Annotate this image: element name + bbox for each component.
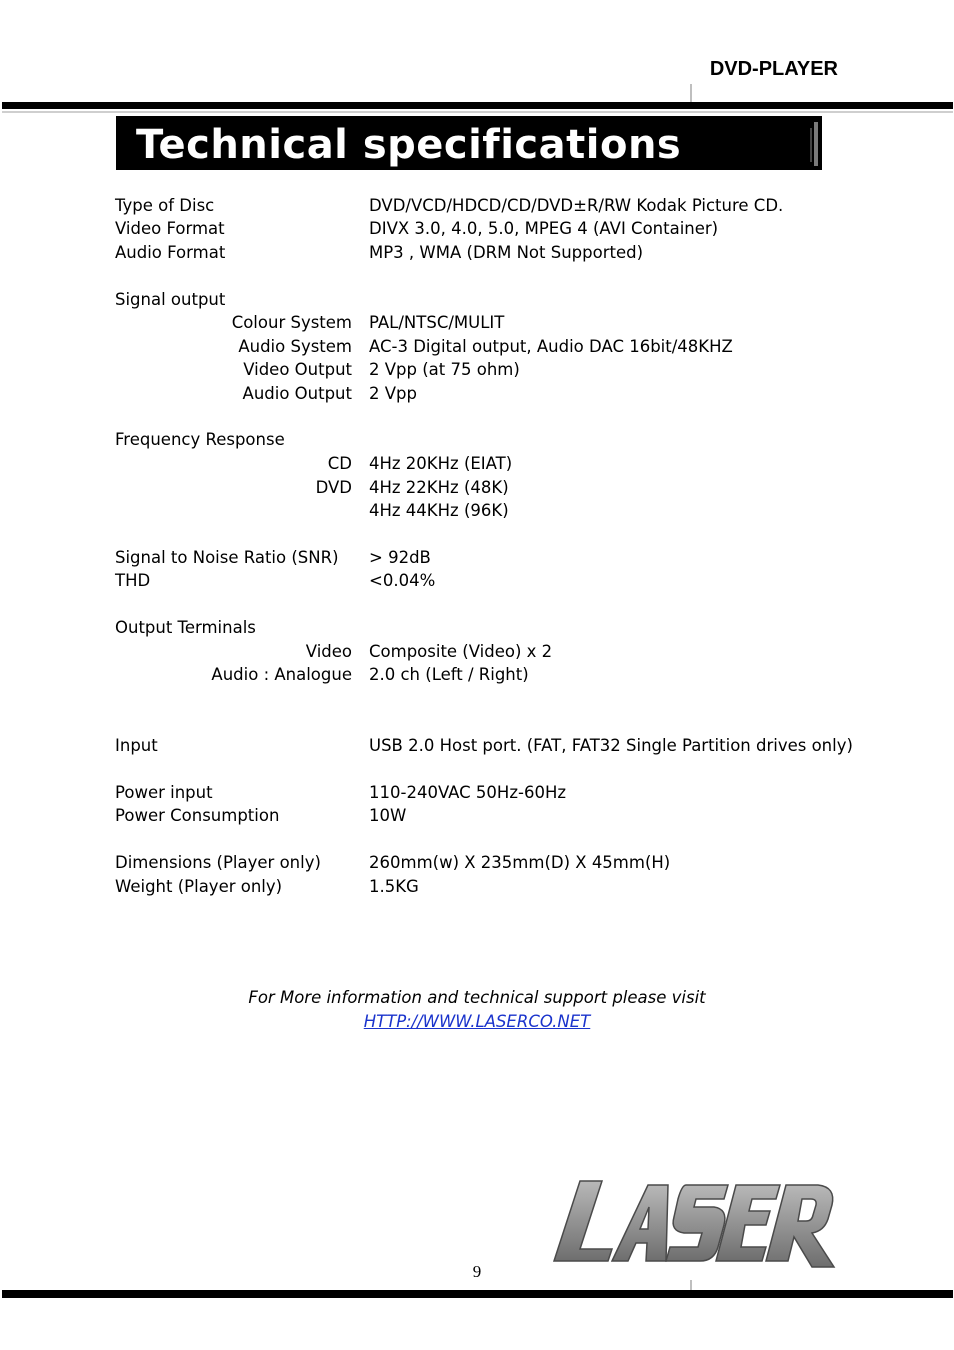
laser-logo (550, 1175, 840, 1273)
colour-system-label: Colour System (231, 313, 352, 332)
terminal-audio-label: Audio : Analogue (211, 665, 352, 684)
input-label: Input (115, 736, 158, 755)
laser-logo-wordmark (554, 1181, 834, 1267)
terminal-video-value: Composite (Video) x 2 (369, 642, 553, 661)
dimensions-label: Dimensions (Player only) (115, 853, 321, 872)
audio-format-value: MP3 , WMA (DRM Not Supported) (369, 243, 644, 262)
video-format-value: DIVX 3.0, 4.0, 5.0, MPEG 4 (AVI Container) (369, 219, 719, 238)
audio-output-label: Audio Output (242, 384, 352, 403)
audio-system-value: AC-3 Digital output, Audio DAC 16bit/48KHZ (369, 337, 733, 356)
freq-dvd-value-96k: 4Hz 44KHz (96K) (369, 501, 509, 520)
type-of-disc-value: DVD/VCD/HDCD/CD/DVD±R/RW Kodak Picture CD. (369, 196, 784, 215)
freq-dvd-value: 4Hz 22KHz (48K) (369, 478, 509, 497)
header-rule-thin (2, 111, 953, 113)
section-banner (116, 116, 822, 170)
footer-rule (2, 1290, 953, 1298)
audio-system-label: Audio System (238, 337, 352, 356)
banner-bevel-inner (810, 128, 812, 162)
signal-output-heading: Signal output (115, 290, 226, 309)
power-consumption-label: Power Consumption (115, 806, 280, 825)
header-rule-tick (690, 84, 692, 104)
banner-title: Technical specifications (136, 122, 682, 168)
banner-bevel (814, 122, 818, 166)
type-of-disc-label: Type of Disc (115, 196, 215, 215)
colour-system-value: PAL/NTSC/MULIT (369, 313, 505, 332)
freq-cd-value: 4Hz 20KHz (EIAT) (369, 454, 513, 473)
input-value: USB 2.0 Host port. (FAT, FAT32 Single Partition drives only) (369, 736, 853, 755)
support-note: For More information and technical support please visit (248, 988, 706, 1007)
terminal-audio-value: 2.0 ch (Left / Right) (369, 665, 529, 684)
video-output-label: Video Output (243, 360, 352, 379)
freq-cd-label: CD (327, 454, 352, 473)
audio-format-label: Audio Format (115, 243, 226, 262)
video-output-value: 2 Vpp (at 75 ohm) (369, 360, 520, 379)
terminal-video-label: Video (305, 642, 352, 661)
video-format-label: Video Format (115, 219, 225, 238)
header-rule (2, 102, 953, 109)
page-number: 9 (472, 1262, 482, 1281)
snr-label: Signal to Noise Ratio (SNR) (115, 548, 339, 567)
support-link[interactable]: HTTP://WWW.LASERCO.NET (363, 1012, 591, 1031)
weight-label: Weight (Player only) (115, 877, 283, 896)
power-input-value: 110-240VAC 50Hz-60Hz (369, 783, 567, 802)
frequency-response-heading: Frequency Response (115, 430, 285, 449)
power-consumption-value: 10W (369, 806, 407, 825)
audio-output-value: 2 Vpp (369, 384, 417, 403)
thd-value: <0.04% (369, 571, 436, 590)
thd-label: THD (115, 571, 151, 590)
output-terminals-heading: Output Terminals (115, 618, 256, 637)
power-input-label: Power input (115, 783, 213, 802)
dimensions-value: 260mm(w) X 235mm(D) X 45mm(H) (369, 853, 671, 872)
page-header-title: DVD-PLAYER (709, 58, 838, 80)
weight-value: 1.5KG (369, 877, 419, 896)
freq-dvd-label: DVD (315, 478, 352, 497)
snr-value: > 92dB (369, 548, 431, 567)
